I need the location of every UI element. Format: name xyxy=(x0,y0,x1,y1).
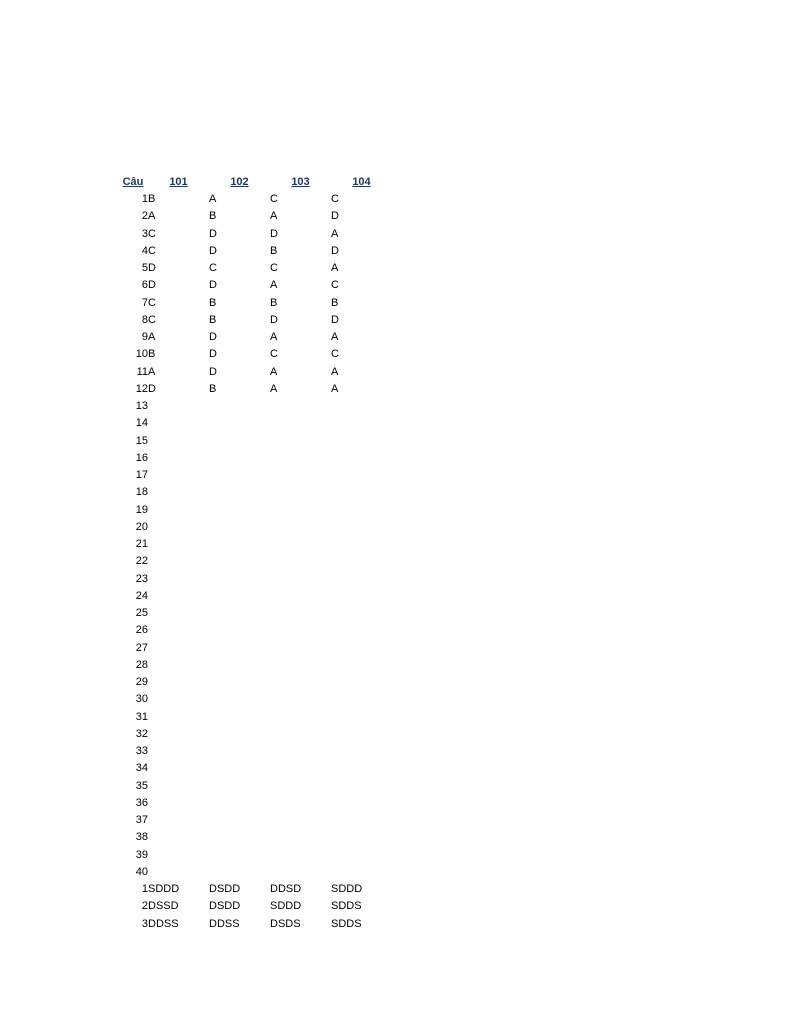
question-number: 34 xyxy=(135,762,148,775)
answer-cell-103: A xyxy=(270,279,278,292)
answer-cell-104 xyxy=(331,847,392,864)
answer-cell-101: DDSS xyxy=(148,917,179,930)
answer-cell-101: C xyxy=(148,313,156,326)
answer-cell-104: C xyxy=(331,279,339,292)
answer-cell-103 xyxy=(270,795,331,812)
answer-cell-103 xyxy=(270,812,331,829)
table-row xyxy=(118,553,392,570)
answer-cell-104 xyxy=(331,536,392,553)
answer-cell-103 xyxy=(270,743,331,760)
answer-cell-104 xyxy=(331,467,392,484)
answer-cell-104 xyxy=(331,519,392,536)
table-row xyxy=(118,657,392,674)
answer-cell-101: D xyxy=(148,279,156,292)
question-number: 40 xyxy=(135,865,148,878)
question-number: 2 xyxy=(141,210,148,223)
table-row xyxy=(118,364,392,381)
table-row xyxy=(118,760,392,777)
answer-cell-102 xyxy=(209,605,270,622)
answer-cell-104: SDDD xyxy=(331,883,363,896)
answer-cell-102 xyxy=(209,778,270,795)
answer-cell-102 xyxy=(209,657,270,674)
question-number: 29 xyxy=(135,676,148,689)
answer-cell-102: B xyxy=(209,382,217,395)
answer-key-table xyxy=(118,173,392,933)
table-row xyxy=(118,571,392,588)
answer-cell-104: C xyxy=(331,348,339,361)
answer-cell-101: A xyxy=(148,210,156,223)
table-row xyxy=(118,898,392,915)
answer-cell-101 xyxy=(148,691,209,708)
answer-rows xyxy=(118,191,392,933)
question-number: 3 xyxy=(141,227,148,240)
answer-cell-101 xyxy=(148,829,209,846)
answer-cell-101 xyxy=(148,519,209,536)
answer-cell-102 xyxy=(209,415,270,432)
answer-cell-102 xyxy=(209,502,270,519)
question-number: 14 xyxy=(135,417,148,430)
answer-cell-102 xyxy=(209,622,270,639)
answer-cell-104: A xyxy=(331,382,339,395)
table-row xyxy=(118,916,392,933)
question-number: 31 xyxy=(135,710,148,723)
answer-cell-103 xyxy=(270,536,331,553)
answer-cell-102: D xyxy=(209,365,217,378)
exam-code-header-103: 103 xyxy=(291,175,310,188)
answer-cell-102 xyxy=(209,864,270,881)
answer-cell-101 xyxy=(148,571,209,588)
question-number: 28 xyxy=(135,658,148,671)
answer-cell-102 xyxy=(209,795,270,812)
table-row xyxy=(118,484,392,501)
answer-cell-102 xyxy=(209,743,270,760)
table-row xyxy=(118,277,392,294)
table-row xyxy=(118,812,392,829)
answer-cell-102 xyxy=(209,709,270,726)
answer-cell-104: A xyxy=(331,262,339,275)
answer-cell-104 xyxy=(331,588,392,605)
answer-cell-103: A xyxy=(270,331,278,344)
answer-cell-103 xyxy=(270,640,331,657)
table-row xyxy=(118,329,392,346)
answer-cell-104 xyxy=(331,760,392,777)
answer-cell-101: B xyxy=(148,348,156,361)
question-number: 36 xyxy=(135,796,148,809)
answer-cell-102 xyxy=(209,398,270,415)
answer-cell-101 xyxy=(148,726,209,743)
answer-cell-103 xyxy=(270,484,331,501)
answer-cell-104: A xyxy=(331,331,339,344)
question-number: 18 xyxy=(135,486,148,499)
answer-cell-102: A xyxy=(209,193,217,206)
question-number: 25 xyxy=(135,607,148,620)
answer-cell-102: D xyxy=(209,244,217,257)
answer-cell-102 xyxy=(209,829,270,846)
question-number: 5 xyxy=(141,262,148,275)
answer-cell-101: A xyxy=(148,365,156,378)
answer-cell-102: D xyxy=(209,348,217,361)
answer-cell-103: C xyxy=(270,348,278,361)
answer-cell-103: A xyxy=(270,210,278,223)
answer-cell-102: DSDD xyxy=(209,900,241,913)
answer-cell-103 xyxy=(270,622,331,639)
table-row xyxy=(118,847,392,864)
table-row xyxy=(118,502,392,519)
answer-cell-101 xyxy=(148,467,209,484)
answer-cell-103: DDSD xyxy=(270,883,302,896)
answer-cell-101 xyxy=(148,778,209,795)
question-number: 27 xyxy=(135,641,148,654)
question-number: 39 xyxy=(135,848,148,861)
table-row xyxy=(118,588,392,605)
table-row xyxy=(118,346,392,363)
answer-cell-101 xyxy=(148,743,209,760)
question-number: 17 xyxy=(135,469,148,482)
table-row xyxy=(118,709,392,726)
table-row xyxy=(118,467,392,484)
answer-cell-103: B xyxy=(270,244,278,257)
answer-cell-102 xyxy=(209,571,270,588)
question-number: 8 xyxy=(141,313,148,326)
answer-cell-104 xyxy=(331,691,392,708)
table-row xyxy=(118,881,392,898)
answer-cell-104: A xyxy=(331,227,339,240)
answer-cell-102: B xyxy=(209,210,217,223)
answer-cell-103: DSDS xyxy=(270,917,301,930)
question-number: 26 xyxy=(135,624,148,637)
answer-cell-104 xyxy=(331,605,392,622)
answer-cell-102 xyxy=(209,536,270,553)
answer-cell-101 xyxy=(148,484,209,501)
table-row xyxy=(118,415,392,432)
answer-cell-103: D xyxy=(270,227,278,240)
answer-cell-101 xyxy=(148,502,209,519)
answer-cell-103: A xyxy=(270,382,278,395)
table-row xyxy=(118,191,392,208)
answer-cell-102 xyxy=(209,467,270,484)
answer-cell-103: C xyxy=(270,193,278,206)
answer-cell-101: C xyxy=(148,296,156,309)
answer-cell-101 xyxy=(148,605,209,622)
question-number: 20 xyxy=(135,520,148,533)
question-number: 2 xyxy=(141,900,148,913)
question-number: 37 xyxy=(135,814,148,827)
answer-cell-103 xyxy=(270,847,331,864)
answer-cell-102 xyxy=(209,674,270,691)
answer-cell-104: SDDS xyxy=(331,900,362,913)
table-row xyxy=(118,674,392,691)
question-number: 19 xyxy=(135,503,148,516)
answer-cell-103 xyxy=(270,760,331,777)
answer-cell-103: C xyxy=(270,262,278,275)
answer-cell-101 xyxy=(148,657,209,674)
table-row xyxy=(118,864,392,881)
answer-key-sheet xyxy=(118,173,392,933)
answer-cell-102 xyxy=(209,847,270,864)
answer-cell-103: B xyxy=(270,296,278,309)
answer-cell-101: C xyxy=(148,244,156,257)
answer-cell-104: SDDS xyxy=(331,917,362,930)
table-row xyxy=(118,208,392,225)
question-number: 30 xyxy=(135,693,148,706)
answer-cell-101 xyxy=(148,847,209,864)
question-number: 6 xyxy=(141,279,148,292)
table-row xyxy=(118,691,392,708)
answer-cell-104 xyxy=(331,640,392,657)
answer-cell-102: D xyxy=(209,227,217,240)
answer-cell-104: D xyxy=(331,244,339,257)
answer-cell-101 xyxy=(148,760,209,777)
answer-cell-102: B xyxy=(209,296,217,309)
answer-cell-102: B xyxy=(209,313,217,326)
answer-cell-101 xyxy=(148,398,209,415)
answer-cell-103 xyxy=(270,691,331,708)
table-row xyxy=(118,381,392,398)
answer-cell-103 xyxy=(270,709,331,726)
question-number: 12 xyxy=(135,382,148,395)
answer-cell-104 xyxy=(331,553,392,570)
answer-cell-102 xyxy=(209,450,270,467)
answer-cell-101 xyxy=(148,588,209,605)
question-number: 24 xyxy=(135,589,148,602)
header-row xyxy=(118,173,392,191)
answer-cell-101: D xyxy=(148,262,156,275)
answer-cell-104 xyxy=(331,829,392,846)
question-number: 9 xyxy=(141,331,148,344)
answer-cell-102: C xyxy=(209,262,217,275)
answer-cell-102: D xyxy=(209,331,217,344)
question-column-header: Câu xyxy=(122,175,144,188)
answer-cell-102: DDSS xyxy=(209,917,240,930)
answer-cell-104 xyxy=(331,674,392,691)
table-row xyxy=(118,295,392,312)
exam-code-header-104: 104 xyxy=(352,175,371,188)
answer-cell-101 xyxy=(148,864,209,881)
question-number: 33 xyxy=(135,745,148,758)
table-row xyxy=(118,519,392,536)
answer-cell-102 xyxy=(209,691,270,708)
table-row xyxy=(118,640,392,657)
exam-code-header-101: 101 xyxy=(169,175,188,188)
answer-cell-104 xyxy=(331,657,392,674)
answer-cell-101: C xyxy=(148,227,156,240)
table-row xyxy=(118,260,392,277)
question-number: 23 xyxy=(135,572,148,585)
answer-cell-104 xyxy=(331,795,392,812)
answer-cell-103 xyxy=(270,450,331,467)
answer-cell-102: DSDD xyxy=(209,883,241,896)
answer-cell-102 xyxy=(209,519,270,536)
question-number: 1 xyxy=(141,193,148,206)
answer-cell-101 xyxy=(148,812,209,829)
answer-cell-102 xyxy=(209,433,270,450)
question-number: 21 xyxy=(135,538,148,551)
answer-cell-101: DSSD xyxy=(148,900,179,913)
answer-cell-103 xyxy=(270,571,331,588)
answer-cell-103 xyxy=(270,674,331,691)
answer-cell-102 xyxy=(209,588,270,605)
question-number: 16 xyxy=(135,451,148,464)
question-number: 35 xyxy=(135,779,148,792)
question-number: 11 xyxy=(136,365,148,378)
table-row xyxy=(118,726,392,743)
question-number: 13 xyxy=(135,400,148,413)
table-row xyxy=(118,433,392,450)
question-number: 1 xyxy=(141,883,148,896)
answer-cell-101: A xyxy=(148,331,156,344)
table-row xyxy=(118,536,392,553)
answer-cell-102 xyxy=(209,640,270,657)
answer-cell-101 xyxy=(148,536,209,553)
answer-cell-104 xyxy=(331,726,392,743)
table-row xyxy=(118,312,392,329)
answer-cell-104 xyxy=(331,622,392,639)
answer-cell-104 xyxy=(331,743,392,760)
answer-cell-101: D xyxy=(148,382,156,395)
table-row xyxy=(118,829,392,846)
answer-cell-102 xyxy=(209,812,270,829)
question-number: 7 xyxy=(141,296,148,309)
answer-cell-104: B xyxy=(331,296,339,309)
answer-cell-103 xyxy=(270,502,331,519)
answer-cell-103 xyxy=(270,415,331,432)
answer-cell-104 xyxy=(331,415,392,432)
exam-code-header-102: 102 xyxy=(230,175,249,188)
question-number: 38 xyxy=(135,831,148,844)
answer-cell-101 xyxy=(148,795,209,812)
answer-cell-104: D xyxy=(331,210,339,223)
table-row xyxy=(118,398,392,415)
answer-cell-103 xyxy=(270,657,331,674)
answer-cell-103 xyxy=(270,605,331,622)
answer-cell-104 xyxy=(331,571,392,588)
answer-cell-104 xyxy=(331,812,392,829)
answer-cell-101 xyxy=(148,450,209,467)
question-number: 10 xyxy=(135,348,148,361)
question-number: 22 xyxy=(135,555,148,568)
answer-cell-101 xyxy=(148,433,209,450)
table-row xyxy=(118,450,392,467)
table-row xyxy=(118,605,392,622)
answer-cell-102 xyxy=(209,553,270,570)
answer-cell-104 xyxy=(331,709,392,726)
answer-cell-101: B xyxy=(148,193,156,206)
question-number: 3 xyxy=(141,917,148,930)
answer-cell-103 xyxy=(270,588,331,605)
answer-cell-103 xyxy=(270,726,331,743)
answer-cell-104 xyxy=(331,450,392,467)
answer-cell-101 xyxy=(148,415,209,432)
answer-cell-103 xyxy=(270,864,331,881)
answer-cell-104: D xyxy=(331,313,339,326)
table-row xyxy=(118,243,392,260)
answer-cell-102 xyxy=(209,484,270,501)
answer-cell-104 xyxy=(331,433,392,450)
answer-cell-101 xyxy=(148,622,209,639)
answer-cell-102 xyxy=(209,726,270,743)
answer-cell-103 xyxy=(270,433,331,450)
question-number: 4 xyxy=(141,244,148,257)
answer-cell-104: A xyxy=(331,365,339,378)
question-number: 15 xyxy=(135,434,148,447)
answer-cell-101 xyxy=(148,553,209,570)
answer-cell-104: C xyxy=(331,193,339,206)
question-number: 32 xyxy=(135,727,148,740)
answer-cell-103: SDDD xyxy=(270,900,302,913)
answer-cell-104 xyxy=(331,864,392,881)
table-row xyxy=(118,743,392,760)
table-row xyxy=(118,795,392,812)
answer-cell-104 xyxy=(331,502,392,519)
answer-cell-103 xyxy=(270,829,331,846)
answer-cell-103: D xyxy=(270,313,278,326)
answer-cell-103 xyxy=(270,778,331,795)
table-row xyxy=(118,778,392,795)
answer-cell-102 xyxy=(209,760,270,777)
answer-cell-103 xyxy=(270,467,331,484)
answer-cell-101: SDDD xyxy=(148,883,180,896)
answer-cell-103: A xyxy=(270,365,278,378)
answer-cell-103 xyxy=(270,398,331,415)
answer-cell-104 xyxy=(331,484,392,501)
table-row xyxy=(118,622,392,639)
answer-cell-101 xyxy=(148,674,209,691)
answer-cell-104 xyxy=(331,398,392,415)
answer-cell-104 xyxy=(331,778,392,795)
answer-cell-103 xyxy=(270,553,331,570)
answer-cell-101 xyxy=(148,640,209,657)
answer-cell-103 xyxy=(270,519,331,536)
answer-cell-101 xyxy=(148,709,209,726)
answer-cell-102: D xyxy=(209,279,217,292)
table-row xyxy=(118,226,392,243)
